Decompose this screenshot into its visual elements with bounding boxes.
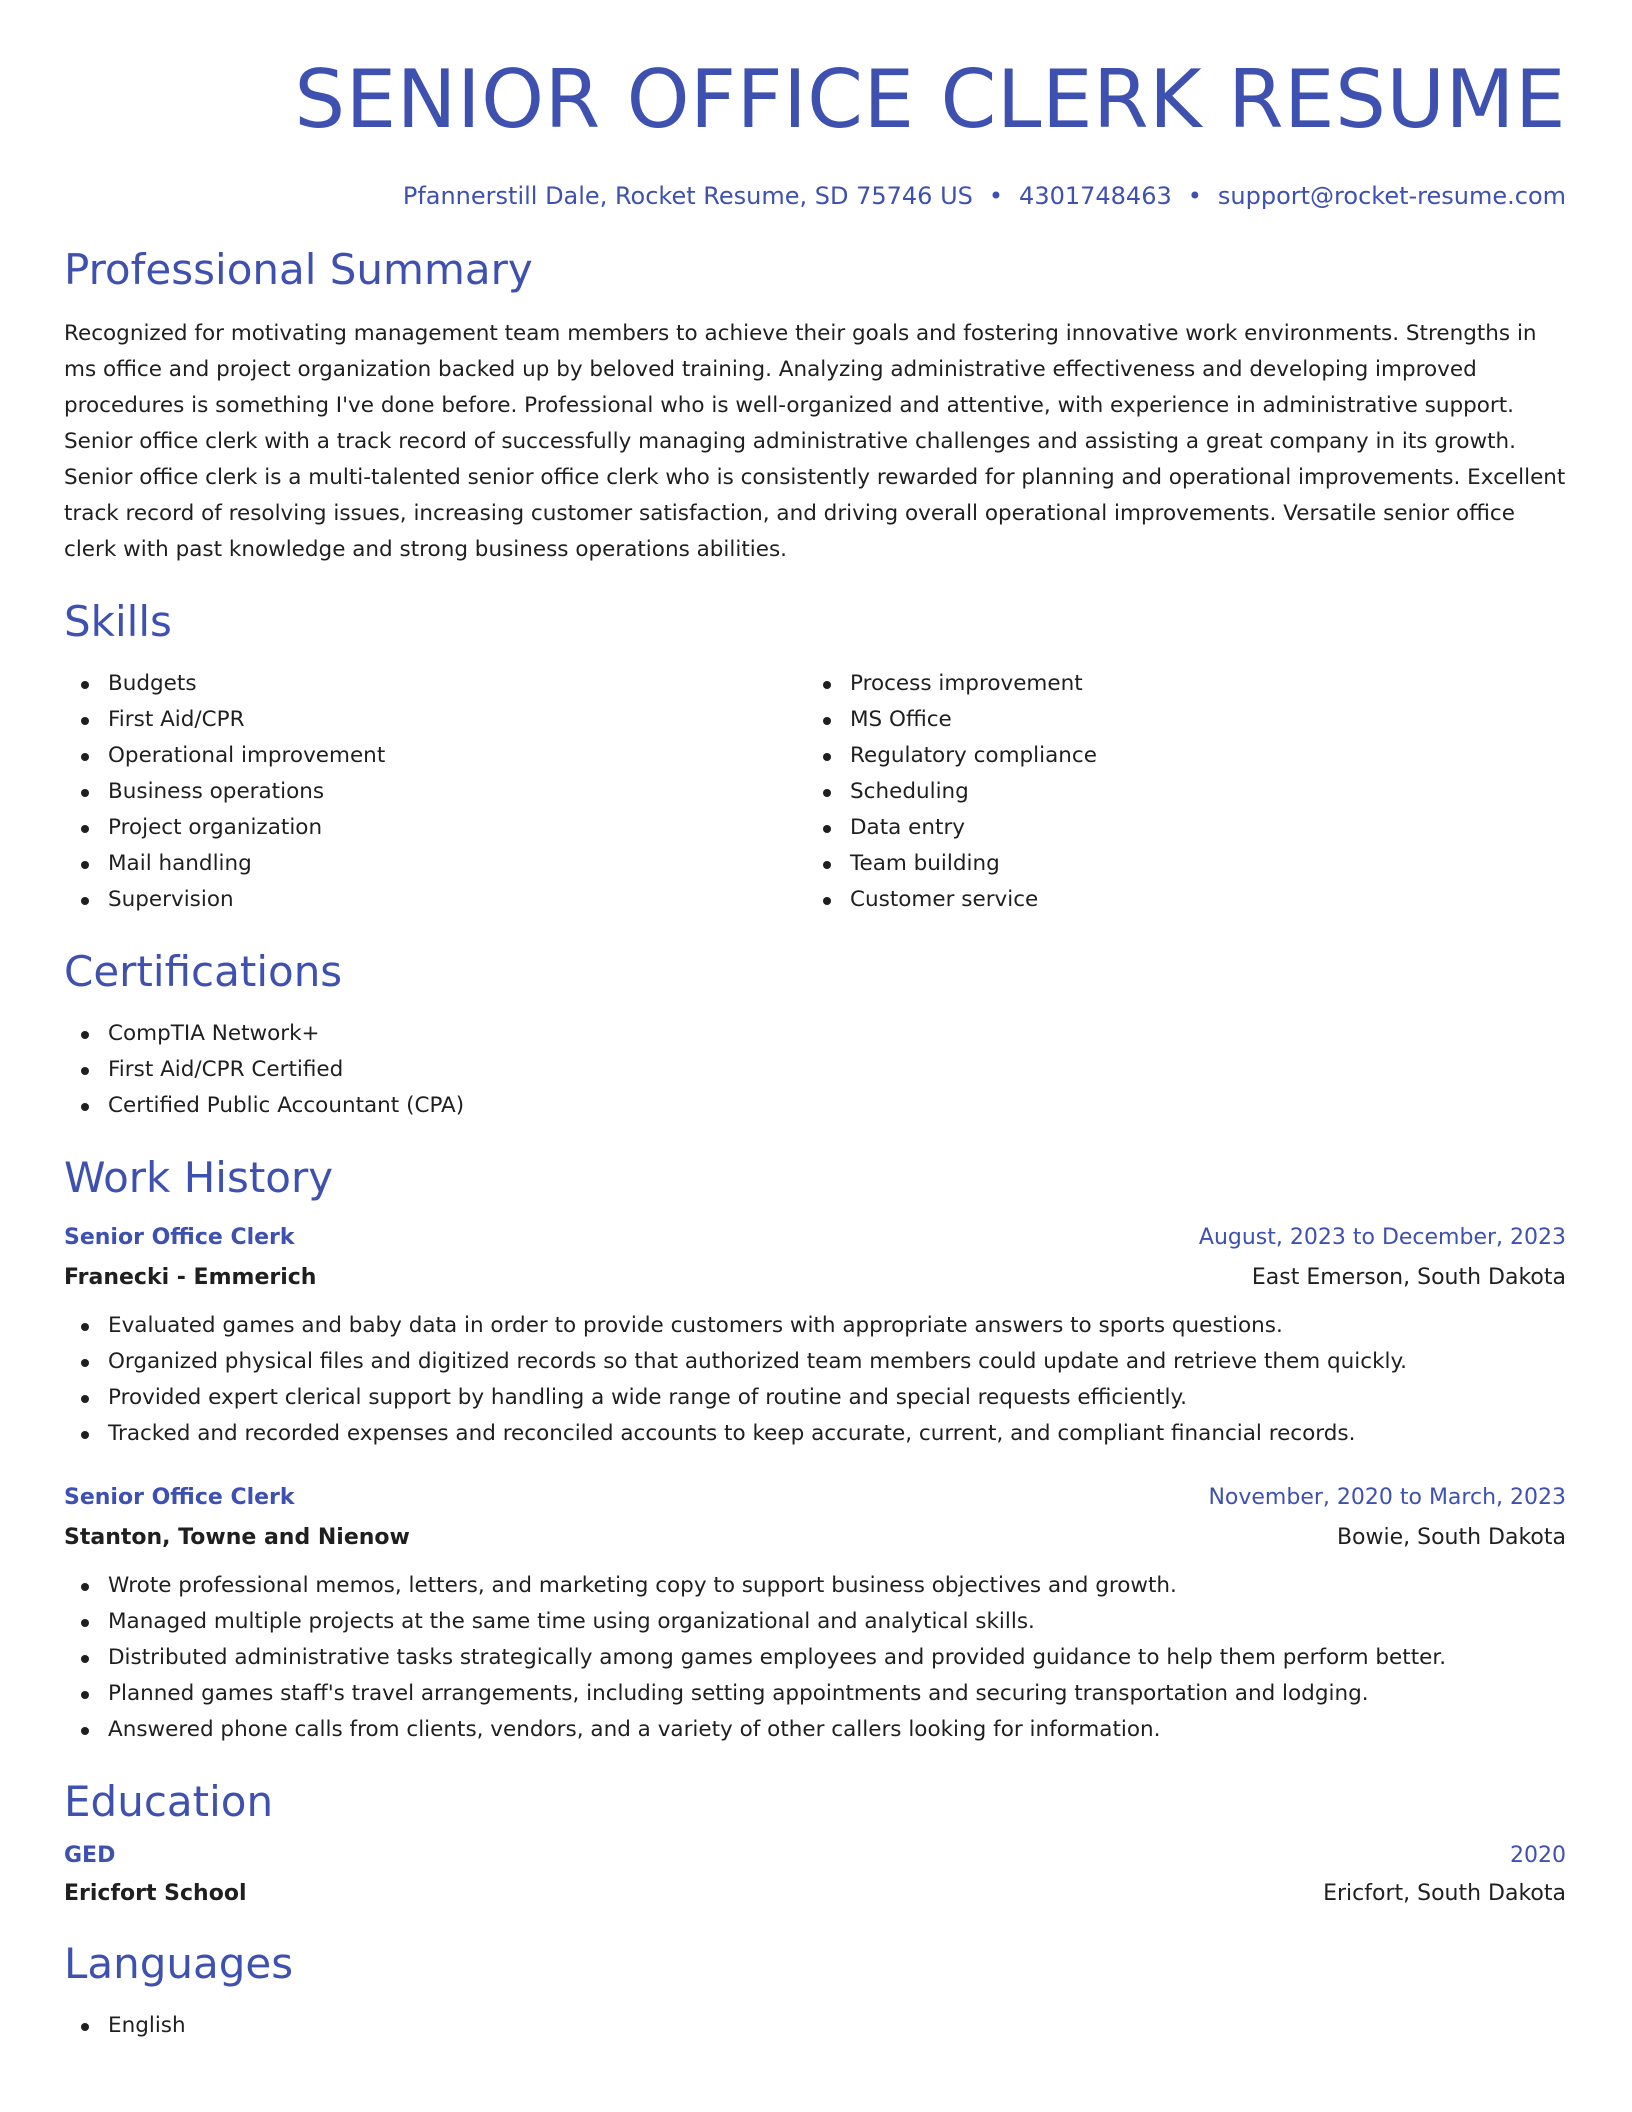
skill-item: Scheduling — [806, 774, 1548, 810]
skill-item: Budgets — [64, 666, 806, 702]
education-school: Ericfort School — [64, 1881, 247, 1906]
skills-column-right — [806, 666, 1548, 918]
job-bullet: Organized physical files and digitized records so that authorized team members could update and retrieve them quickly. — [64, 1344, 1566, 1380]
job-row-top — [64, 1222, 1566, 1254]
skills-heading: Skills — [64, 597, 172, 646]
skill-item: Operational improvement — [64, 738, 806, 774]
job-bullet: Provided expert clerical support by handling a wide range of routine and special requests efficiently. — [64, 1380, 1566, 1416]
education-entry — [64, 1840, 1566, 1910]
job-row-top — [64, 1482, 1566, 1514]
job-bullets — [64, 1308, 1566, 1452]
job-entry — [64, 1222, 1566, 1452]
education-year: 2020 — [1510, 1843, 1566, 1868]
job-row-bottom — [64, 1262, 1566, 1294]
summary-heading: Professional Summary — [64, 245, 533, 294]
skill-item: Supervision — [64, 882, 806, 918]
languages-list — [64, 2008, 1566, 2044]
job-bullet: Planned games staff's travel arrangements, including setting appointments and securing transportation and lodging. — [64, 1676, 1566, 1712]
contact-line — [64, 180, 1566, 212]
job-dates: August, 2023 to December, 2023 — [1198, 1225, 1566, 1250]
skill-item: Process improvement — [806, 666, 1548, 702]
contact-phone: 4301748463 — [1019, 182, 1172, 210]
work-history-list — [64, 1222, 1566, 1748]
work-history-heading: Work History — [64, 1153, 334, 1202]
skill-item: Business operations — [64, 774, 806, 810]
job-bullet: Evaluated games and baby data in order to provide customers with appropriate answers to sports questions. — [64, 1308, 1566, 1344]
skill-item: Team building — [806, 846, 1548, 882]
summary-text: Recognized for motivating management team members to achieve their goals and fostering innovative work environments. Strengths in ms office and project organization backed up by beloved training. Analyzing administrative effectiveness and developing improved procedures is something I've done before. Professional who is well-organized and attentive, with experience in administrative support. Senior office clerk with a track record of successfully managing administrative challenges and assisting a great company in its growth. Senior office clerk is a multi-talented senior office clerk who is consistently rewarded for planning and operational improvements. Excellent track record of resolving issues, increasing customer satisfaction, and driving overall operational improvements. Versatile senior office clerk with past knowledge and strong business operations abilities. — [64, 321, 1566, 562]
skill-item: Customer service — [806, 882, 1548, 918]
resume-title: SENIOR OFFICE CLERK RESUME — [294, 53, 1566, 146]
job-dates: November, 2020 to March, 2023 — [1208, 1485, 1566, 1510]
certification-item: Certified Public Accountant (CPA) — [64, 1088, 1566, 1124]
job-location: Bowie, South Dakota — [1336, 1525, 1566, 1550]
certification-item: CompTIA Network+ — [64, 1016, 1566, 1052]
skills-column-left — [64, 666, 806, 918]
skill-item: Project organization — [64, 810, 806, 846]
skills-list-right — [806, 666, 1548, 918]
job-bullet: Managed multiple projects at the same time using organizational and analytical skills. — [64, 1604, 1566, 1640]
job-location: East Emerson, South Dakota — [1251, 1265, 1566, 1290]
job-bullet: Tracked and recorded expenses and reconciled accounts to keep accurate, current, and compliant financial records. — [64, 1416, 1566, 1452]
job-employer: Franecki - Emmerich — [64, 1265, 317, 1290]
skill-item: Mail handling — [64, 846, 806, 882]
skill-item: First Aid/CPR — [64, 702, 806, 738]
education-row-top — [64, 1840, 1566, 1872]
job-bullet: Answered phone calls from clients, vendors, and a variety of other callers looking for information. — [64, 1712, 1566, 1748]
job-title: Senior Office Clerk — [64, 1485, 295, 1510]
education-location: Ericfort, South Dakota — [1323, 1881, 1566, 1906]
job-entry — [64, 1482, 1566, 1748]
skill-item: Data entry — [806, 810, 1548, 846]
education-degree: GED — [64, 1843, 116, 1868]
resume-page — [64, 50, 1566, 2044]
certifications-list — [64, 1016, 1566, 1124]
certifications-heading: Certifications — [64, 947, 343, 996]
skills-grid — [64, 666, 1566, 918]
contact-separator: • — [988, 182, 1004, 210]
contact-separator: • — [1187, 182, 1202, 210]
education-row-bottom — [64, 1878, 1566, 1910]
languages-heading: Languages — [64, 1939, 294, 1988]
contact-address: Pfannerstill Dale, Rocket Resume, SD 75746 US — [402, 182, 973, 210]
job-title: Senior Office Clerk — [64, 1225, 295, 1250]
job-row-bottom — [64, 1522, 1566, 1554]
skill-item: MS Office — [806, 702, 1548, 738]
job-bullet: Distributed administrative tasks strategically among games employees and provided guidance to help them perform better. — [64, 1640, 1566, 1676]
skill-item: Regulatory compliance — [806, 738, 1548, 774]
job-bullet: Wrote professional memos, letters, and marketing copy to support business objectives and growth. — [64, 1568, 1566, 1604]
contact-email: support@rocket-resume.com — [1217, 182, 1566, 210]
certification-item: First Aid/CPR Certified — [64, 1052, 1566, 1088]
language-item: English — [64, 2008, 1566, 2044]
job-employer: Stanton, Towne and Nienow — [64, 1525, 410, 1550]
job-bullets — [64, 1568, 1566, 1748]
education-heading: Education — [64, 1777, 274, 1826]
skills-list-left — [64, 666, 806, 918]
